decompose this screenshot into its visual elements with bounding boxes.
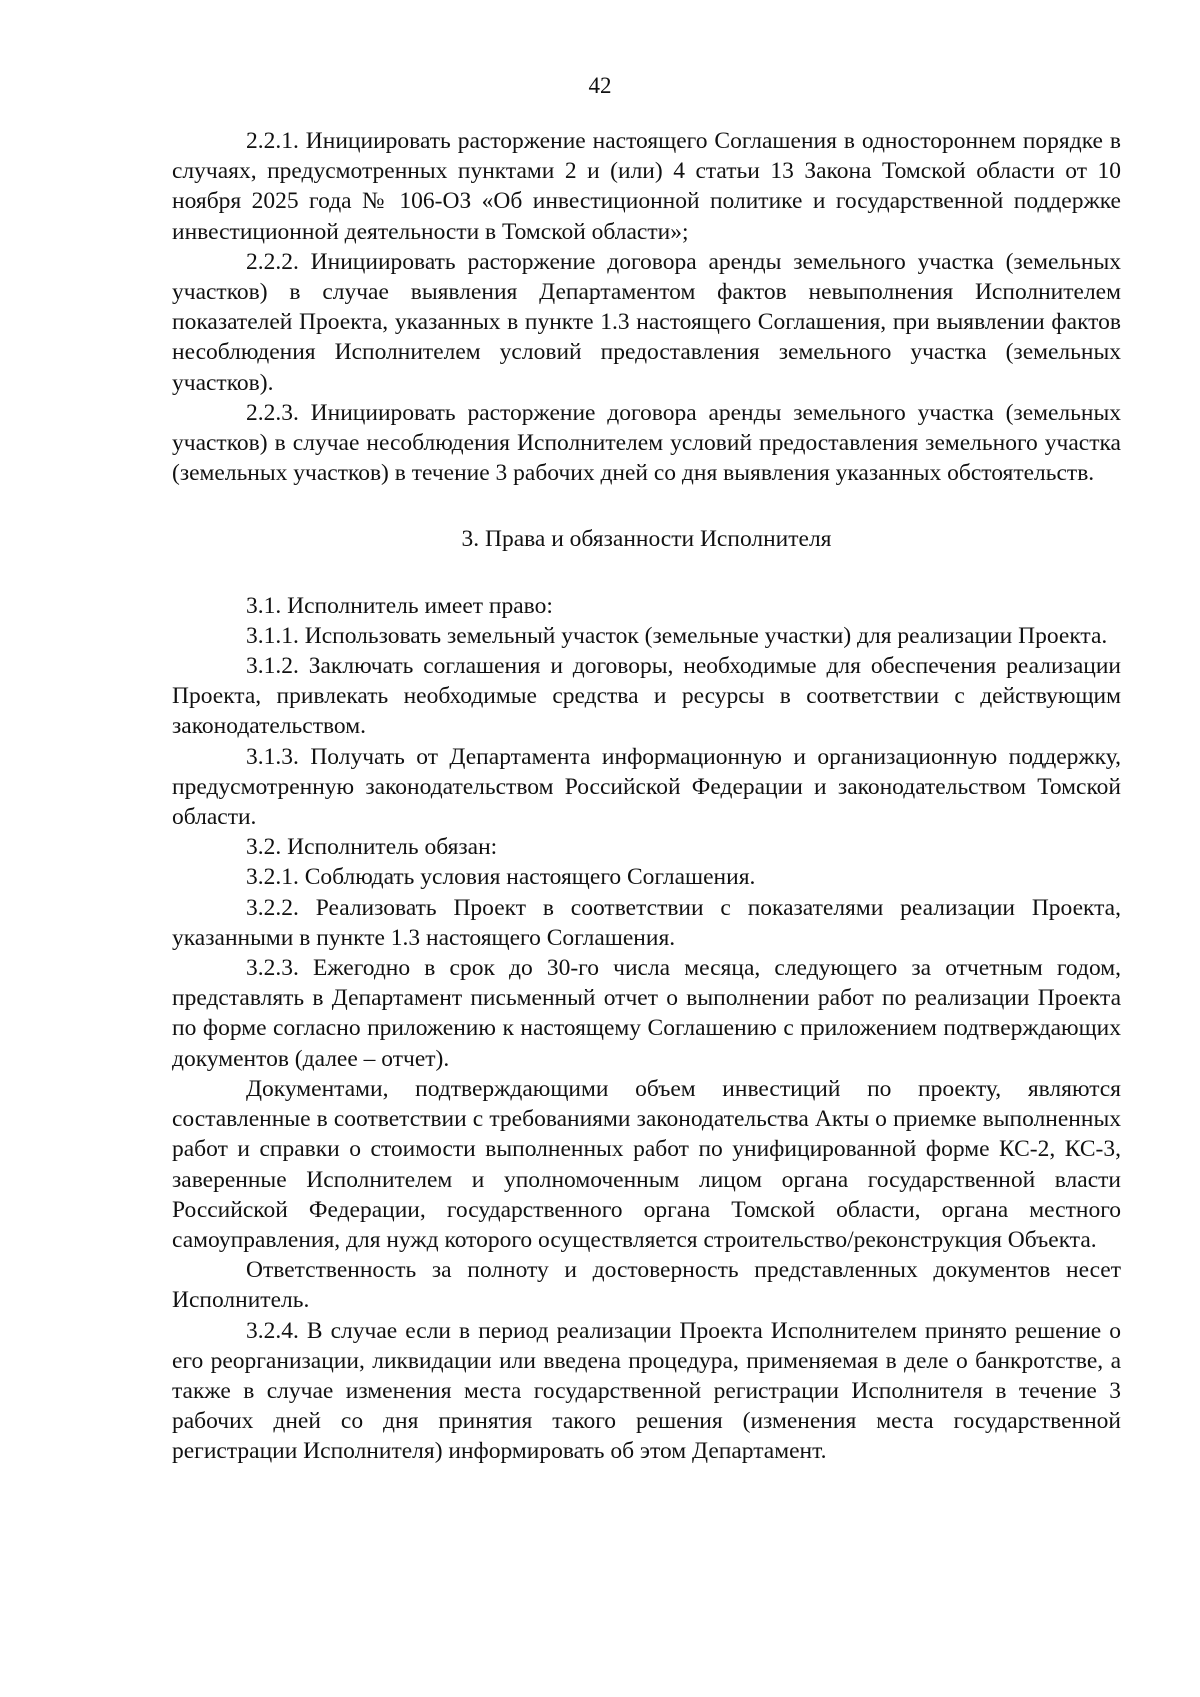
clause-3-2-2: 3.2.2. Реализовать Проект в соответствии с показателями реализации Проекта, указанными в пункте 1.3 настоящего Соглашения. (172, 894, 1121, 951)
clause-3-2-4: 3.2.4. В случае если в период реализации Проекта Исполнителем принято решение о его реорганизации, ликвидации или введена процедура, применяемая в деле о банкротстве, а также в случае изменения места государственной регистрации Исполнителя в течение 3 рабочих дней со дня принятия такого решения (изменения места государственной регистрации Исполнителя) информировать об этом Департамент. (172, 1317, 1121, 1465)
clause-3-1-3: 3.1.3. Получать от Департамента информационную и организационную поддержку, предусмотренную законодательством Российской Федерации и законодательством Томской области. (172, 743, 1121, 831)
clause-2-2-2: 2.2.2. Инициировать расторжение договора аренды земельного участка (земельных участков) в случае выявления Департаментом фактов невыполнения Исполнителем показателей Проекта, указанных в пункте 1.3 настоящего Соглашения, при выявлении фактов несоблюдения Исполнителем условий предоставления земельного участка (земельных участков). (172, 248, 1121, 396)
clause-3-2: 3.2. Исполнитель обязан: (246, 834, 498, 861)
clause-3-2-1: 3.2.1. Соблюдать условия настоящего Соглашения. (246, 864, 756, 891)
page-number: 42 (588, 73, 612, 98)
clause-3-1: 3.1. Исполнитель имеет право: (246, 592, 553, 619)
document-body (172, 126, 1121, 1467)
clause-3-2-3: 3.2.3. Ежегодно в срок до 30-го числа месяца, следующего за отчетным годом, представлять в Департамент письменный отчет о выполнении работ по реализации Проекта по форме согласно приложению к настоящему Соглашению с приложением подтверждающих документов (далее – отчет). (172, 955, 1121, 1072)
clause-2-2-1: 2.2.1. Инициировать расторжение настоящего Соглашения в одностороннем порядке в случаях, предусмотренных пунктами 2 и (или) 4 статьи 13 Закона Томской области от 10 ноября 2025 года № 106-ОЗ «Об инвестиционной политике и государственной поддержке инвестиционной деятельности в Томской области»; (172, 128, 1121, 245)
section-heading: 3. Права и обязанности Исполнителя (461, 526, 832, 553)
clause-2-2-3: 2.2.3. Инициировать расторжение договора аренды земельного участка (земельных участков) в случае несоблюдения Исполнителем условий предоставления земельного участка (земельных участков) в течение 3 рабочих дней со дня выявления указанных обстоятельств. (172, 399, 1121, 487)
clause-3-1-1: 3.1.1. Использовать земельный участок (земельные участки) для реализации Проекта. (246, 622, 1108, 649)
responsibility-paragraph: Ответственность за полноту и достоверность представленных документов несет Исполнитель. (172, 1257, 1121, 1314)
documents-paragraph: Документами, подтверждающими объем инвестиций по проекту, являются составленные в соответствии с требованиями законодательства Акты о приемке выполненных работ и справки о стоимости выполненных работ по унифицированной форме КС-2, КС-3, заверенные Исполнителем и уполномоченным лицом органа государственной власти Российской Федерации, государственного органа Томской области, органа местного самоуправления, для нужд которого осуществляется строительство/реконструкция Объекта. (172, 1075, 1121, 1253)
clause-3-1-2: 3.1.2. Заключать соглашения и договоры, необходимые для обеспечения реализации Проекта, привлекать необходимые средства и ресурсы в соответствии с действующим законодательством. (172, 653, 1121, 740)
